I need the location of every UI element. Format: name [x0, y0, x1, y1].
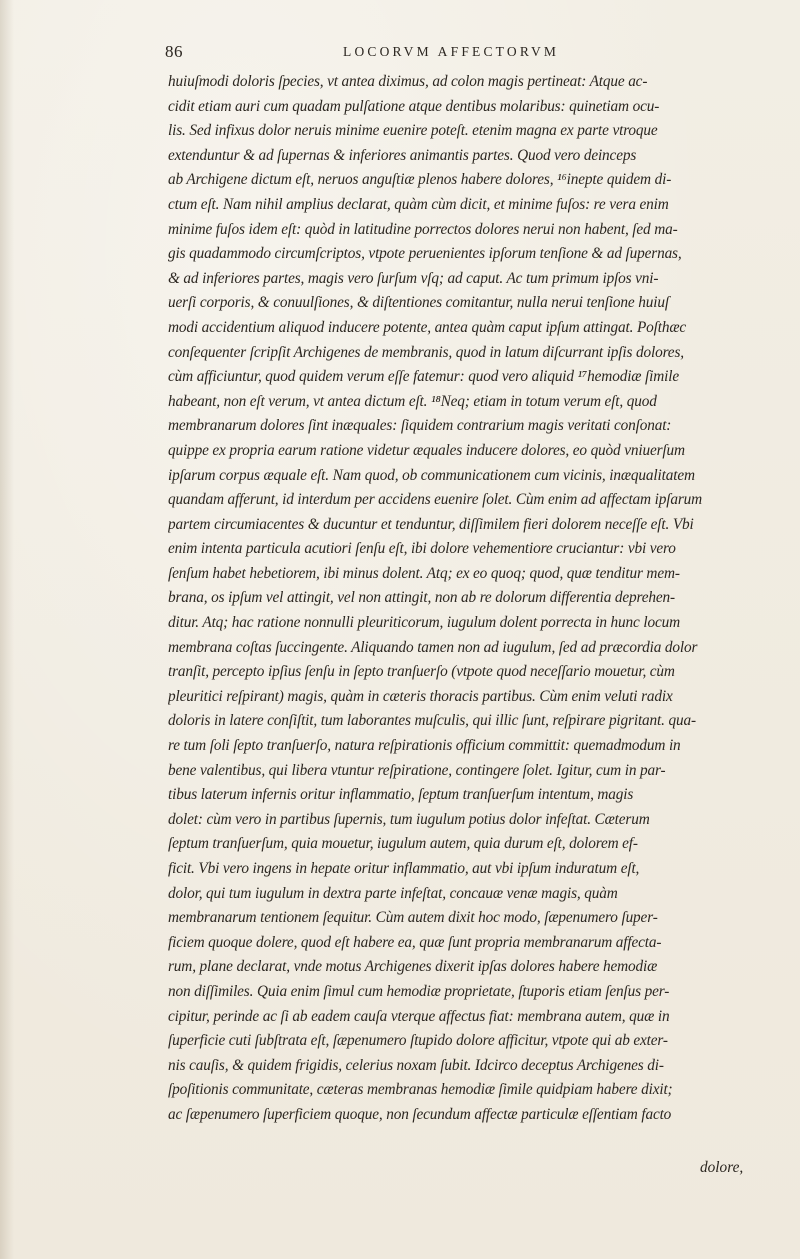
catchword: dolore, — [700, 1159, 744, 1176]
text-line: brana, os ipſum vel attingit, vel non attingit, non ab re dolorum differentia deprehen- — [168, 589, 675, 607]
text-line: membranarum dolores ſint inæquales: ſiquidem contrarium magis veritati conſonat: — [168, 417, 672, 435]
text-line: huiuſmodi doloris ſpecies, vt antea diximus, ad colon magis pertineat: Atque ac- — [168, 73, 648, 90]
text-line: ficit. Vbi vero ingens in hepate oritur inflammatio, aut vbi ipſum induratum eſt, — [168, 860, 640, 877]
text-line: dolet: cùm vero in partibus ſupernis, tum iugulum potius dolor infeſtat. Cæterum — [168, 810, 650, 828]
text-line: quippe ex propria earum ratione videtur æquales inducere dolores, eo quòd vniuerſum — [168, 441, 685, 459]
text-line: lis. Sed infixus dolor neruis minime euenire poteſt. etenim magna ex parte vtroque — [168, 122, 658, 140]
text-line: modi accidentium aliquod inducere potente, antea quàm caput ipſum attingat. Poſthæc — [168, 318, 687, 336]
text-line: ſpoſitionis communitate, cæteras membranas hemodiæ ſimile quidpiam habere dixit; — [168, 1081, 673, 1099]
text-line: dolor, qui tum iugulum in dextra parte infeſtat, concauæ venæ magis, quàm — [168, 884, 618, 902]
text-line: rum, plane declarat, vnde motus Archigenes dixerit ipſas dolores habere hemodiæ — [168, 958, 658, 976]
text-line: non diſſimiles. Quia enim ſimul cum hemodiæ proprietate, ſtuporis etiam ſenſus per- — [168, 982, 670, 1000]
page-number: 86 — [165, 42, 183, 61]
text-line: extenduntur & ad ſupernas & inferiores animantis partes. Quod vero deinceps — [168, 146, 637, 164]
text-line: ctum eſt. Nam nihil amplius declarat, quàm cùm dicit, et minime fuſos: re vera enim — [168, 195, 669, 213]
text-line: enim intenta particula acutiori ſenſu eſt, ibi dolore vehementiore cruciantur: vbi vero — [168, 540, 676, 558]
text-line: membranarum tentionem ſequitur. Cùm autem dixit hoc modo, ſæpenumero ſuper- — [168, 909, 658, 927]
text-line: cidit etiam auri cum quadam pulſatione atque dentibus molaribus: quinetiam ocu- — [168, 97, 660, 115]
text-line: re tum ſoli ſepto tranſuerſo, natura reſpirationis officium committit: quemadmodum in — [168, 737, 681, 755]
text-line: quandam afferunt, id interdum per accidens euenire ſolet. Cùm enim ad affectam ipſarum — [168, 491, 703, 509]
text-line: membrana coſtas ſuccingente. Aliquando tamen non ad iugulum, ſed ad præcordia dolor — [168, 638, 698, 656]
text-line: bene valentibus, qui libera vtuntur reſpiratione, contingere ſolet. Igitur, cum in par- — [168, 761, 666, 779]
text-line: ab Archigene dictum eſt, neruos anguſtiæ plenos habere dolores, ¹⁶inepte quidem di- — [168, 171, 672, 189]
text-line: ac ſæpenumero ſuperficiem quoque, non ſecundum affectæ particulæ eſſentiam facto — [168, 1105, 672, 1123]
page-edge-shadow — [0, 0, 14, 1259]
text-line: ditur. Atq; hac ratione nonnulli pleuriticorum, iugulum dolent porrecta in hunc locum — [168, 614, 680, 632]
body-text — [168, 70, 768, 1128]
text-line: habeant, non eſt verum, vt antea dictum eſt. ¹⁸Neq; etiam in totum verum eſt, quod — [168, 392, 657, 410]
text-line: conſequenter ſcripſit Archigenes de membranis, quod in latum diſcurrant ipſis dolores, — [168, 343, 684, 361]
text-line: ficiem quoque dolere, quod eſt habere ea, quæ ſunt propria membranarum affecta- — [168, 933, 662, 951]
text-line: doloris in latere conſiſtit, tum laborantes muſculis, qui illic ſunt, reſpirare pigritant. qua- — [168, 712, 696, 730]
text-line: minime fuſos idem eſt: quòd in latitudine porrectos dolores nerui non habent, ſed ma- — [168, 220, 678, 238]
text-line: ſenſum habet hebetiorem, ibi minus dolent. Atq; ex eo quoq; quod, quæ tenditur mem- — [168, 564, 680, 582]
text-line: cùm afficiuntur, quod quidem verum eſſe fatemur: quod vero aliquid ¹⁷hemodiæ ſimile — [168, 368, 679, 386]
text-line: tibus laterum infernis oritur inflammatio, ſeptum tranſuerſum intentum, magis — [168, 786, 634, 804]
text-line: ſuperficie cuti ſubſtrata eſt, ſæpenumero ſtupido dolore afficitur, vtpote qui ab exter- — [168, 1032, 668, 1050]
text-line: uerſi corporis, & conuulſiones, & diſtentiones comitantur, nulla nerui tenſione huiuſ — [168, 294, 669, 312]
running-head: LOCORVM AFFECTORVM — [343, 44, 560, 59]
text-line: pleuritici reſpirant) magis, quàm in cæteris thoracis partibus. Cùm enim veluti radix — [168, 687, 673, 705]
text-line: & ad inferiores partes, magis vero ſurſum vſq; ad caput. Ac tum primum ipſos vni- — [168, 269, 659, 287]
text-line: gis quadammodo circumſcriptos, vtpote peruenientes ipſorum tenſione & ad ſupernas, — [168, 245, 682, 263]
page-header — [165, 42, 765, 64]
text-line: partem circumiacentes & ducuntur et tenduntur, diſſimilem fieri dolorem neceſſe eſt. Vbi — [168, 515, 694, 533]
text-line: cipitur, perinde ac ſi ab eadem cauſa vterque affectus fiat: membrana autem, quæ in — [168, 1007, 670, 1025]
text-line: nis cauſis, & quidem frigidis, celerius noxam ſubit. Idcirco deceptus Archigenes di- — [168, 1056, 664, 1074]
text-line: ipſarum corpus æquale eſt. Nam quod, ob communicationem cum vicinis, inæqualitatem — [168, 466, 695, 484]
text-line: ſeptum tranſuerſum, quia mouetur, iugulum autem, quia durum eſt, dolorem ef- — [168, 835, 638, 853]
text-line: tranſit, percepto ipſius ſenſu in ſepto tranſuerſo (vtpote quod neceſſario mouetur, cùm — [168, 663, 675, 681]
